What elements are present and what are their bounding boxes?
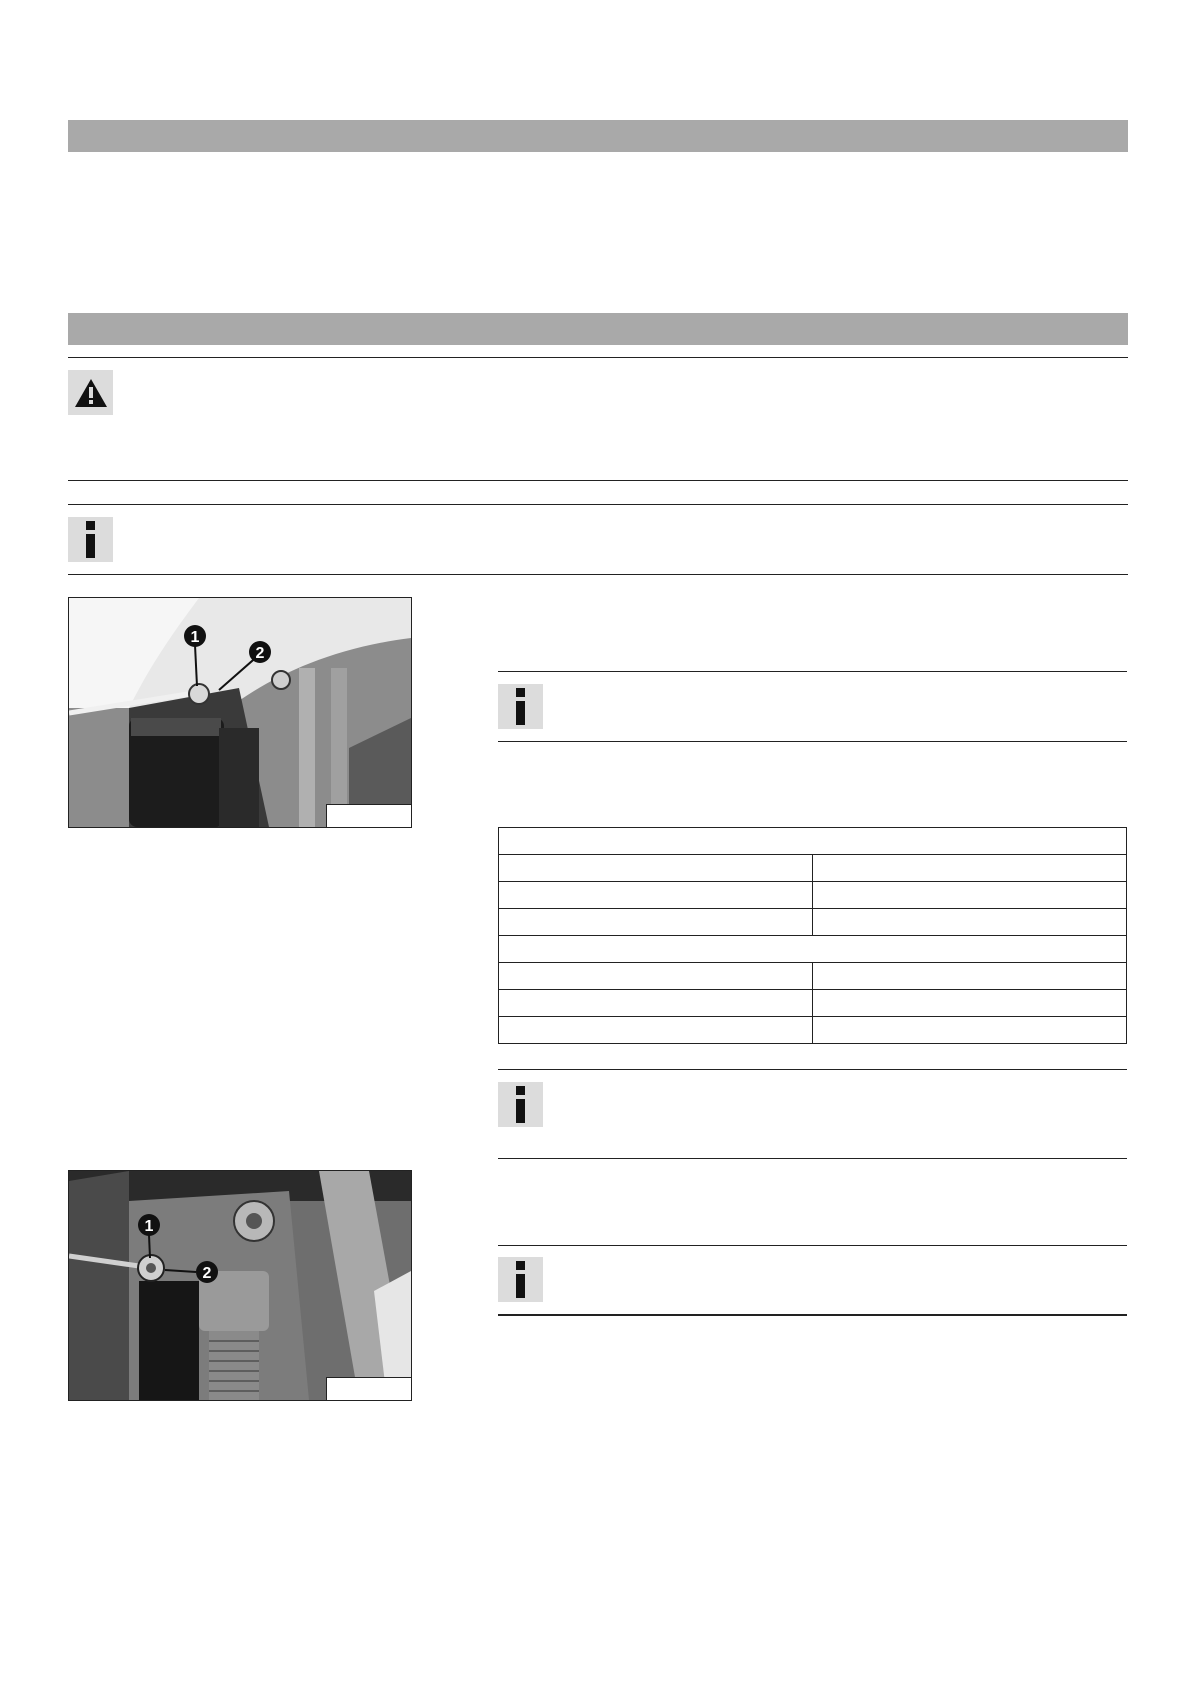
table-row [499,909,1127,936]
svg-text:2: 2 [255,645,265,662]
table-row [499,1017,1127,1044]
table-cell [813,963,1127,990]
info-bottom-rule [68,574,1128,575]
info-2-bottom-rule [498,741,1127,742]
info-3-top-rule [498,1069,1127,1070]
svg-text:1: 1 [190,629,200,646]
figure-1-label-box [326,804,411,827]
section-header-bar-1 [68,120,1128,152]
info-4-top-rule [498,1245,1127,1246]
figure-1-photo [68,597,412,828]
info-2-top-rule [498,671,1127,672]
warning-top-rule [68,357,1128,358]
table-cell [499,963,813,990]
table-cell [499,855,813,882]
table-cell [813,882,1127,909]
warning-bottom-rule [68,480,1128,481]
info-top-rule [68,504,1128,505]
info-4-bottom-rule [498,1314,1127,1316]
table-row [499,990,1127,1017]
info-icon [86,521,95,558]
info-icon [516,1261,525,1298]
info-2-icon-box [498,684,543,729]
svg-text:1: 1 [144,1218,154,1235]
specification-table [498,827,1127,1044]
table-group-header [499,828,1127,855]
table-group-header [499,936,1127,963]
table-cell [499,1017,813,1044]
info-3-bottom-rule [498,1158,1127,1159]
table-row [499,963,1127,990]
info-3-icon-box [498,1082,543,1127]
table-cell [813,990,1127,1017]
figure-2-label-box [326,1377,411,1400]
table-cell [813,909,1127,936]
info-4-icon-box [498,1257,543,1302]
info-icon [516,688,525,725]
figure-2-photo [68,1170,412,1401]
table-row [499,882,1127,909]
table-cell [813,855,1127,882]
table-cell [499,882,813,909]
info-icon-box [68,517,113,562]
info-icon [516,1086,525,1123]
table-cell [499,990,813,1017]
warning-triangle-icon [74,378,108,408]
table-row [499,936,1127,963]
svg-text:2: 2 [202,1265,212,1282]
table-cell [499,909,813,936]
table-row [499,855,1127,882]
warning-icon-box [68,370,113,415]
table-row [499,828,1127,855]
section-header-bar-2 [68,313,1128,345]
table-cell [813,1017,1127,1044]
